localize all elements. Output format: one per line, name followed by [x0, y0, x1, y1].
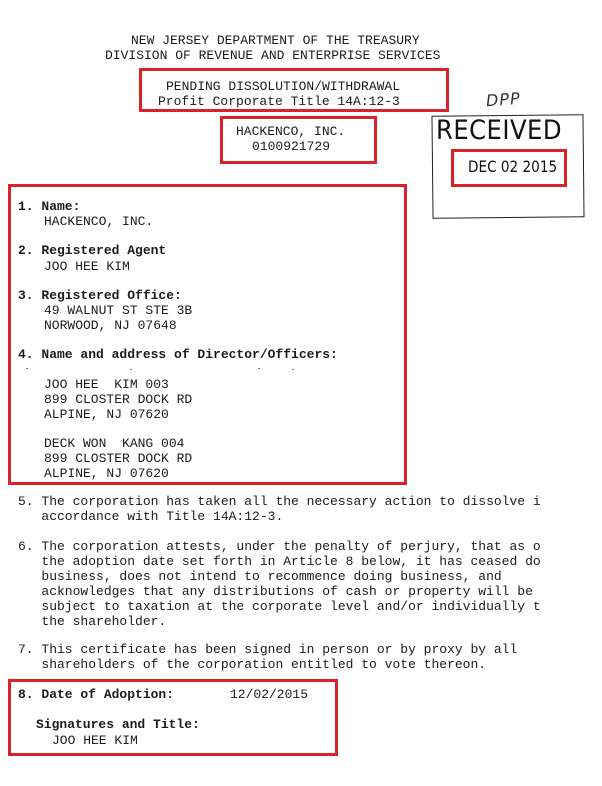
- entity-id: 0100921729: [252, 139, 331, 154]
- item-6-line-5: subject to taxation at the corporate level and/or individually t: [18, 599, 541, 614]
- item-5-line-2: accordance with Title 14A:12-3.: [18, 509, 284, 524]
- status-title: PENDING DISSOLUTION/WITHDRAWAL: [166, 79, 401, 94]
- item-8-label: 8. Date of Adoption:: [18, 687, 175, 702]
- received-stamp-date: DEC 02 2015: [468, 157, 558, 176]
- officer-2-address-line-2: ALPINE, NJ 07620: [44, 466, 169, 481]
- item-7-line-2: shareholders of the corporation entitled to vote thereon.: [18, 657, 487, 672]
- item-8-date: 12/02/2015: [230, 687, 309, 702]
- officer-1-address-line-2: ALPINE, NJ 07620: [44, 407, 169, 422]
- item-8-highlight-box: [8, 679, 338, 756]
- item-2-value: JOO HEE KIM: [44, 259, 130, 274]
- status-highlight-box: [139, 68, 449, 112]
- officer-1-name: JOO HEE KIM 003: [44, 377, 169, 392]
- header-line-1: NEW JERSEY DEPARTMENT OF THE TREASURY: [131, 33, 420, 48]
- item-3-address-line-1: 49 WALNUT ST STE 3B: [44, 303, 193, 318]
- item-1-value: HACKENCO, INC.: [44, 214, 154, 229]
- company-name-header: HACKENCO, INC.: [236, 124, 346, 139]
- item-6-line-6: the shareholder.: [18, 614, 167, 629]
- item-4-label: 4. Name and address of Director/Officers:: [18, 347, 338, 362]
- company-highlight-box: [220, 116, 377, 164]
- item-1-label: 1. Name:: [18, 199, 81, 214]
- signature-name: JOO HEE KIM: [52, 733, 138, 748]
- signatures-label: Signatures and Title:: [36, 717, 200, 732]
- item-2-label: 2. Registered Agent: [18, 243, 167, 258]
- officer-2-name: DECK WON KANG 004: [44, 436, 185, 451]
- received-stamp-text: RECEIVED: [436, 115, 563, 146]
- item-6-line-1: 6. The corporation attests, under the penalty of perjury, that as o: [18, 539, 541, 554]
- stamp-date-highlight-box: [451, 149, 567, 187]
- item-3-label: 3. Registered Office:: [18, 288, 182, 303]
- item-5-line-1: 5. The corporation has taken all the necessary action to dissolve i: [18, 494, 541, 509]
- handwritten-initials: DPP: [485, 88, 522, 111]
- header-line-2: DIVISION OF REVENUE AND ENTERPRISE SERVICES: [105, 48, 441, 63]
- officer-2-address-line-1: 899 CLOSTER DOCK RD: [44, 451, 193, 466]
- items-1-4-highlight-box: [8, 184, 407, 485]
- status-subtitle: Profit Corporate Title 14A:12-3: [158, 94, 400, 109]
- item-6-line-2: the adoption date set forth in Article 8 below, it has ceased do: [18, 554, 541, 569]
- officer-1-address-line-1: 899 CLOSTER DOCK RD: [44, 392, 193, 407]
- item-7-line-1: 7. This certificate has been signed in person or by proxy by all: [18, 642, 518, 657]
- item-3-address-line-2: NORWOOD, NJ 07648: [44, 318, 177, 333]
- item-6-line-4: acknowledges that any distributions of cash or property will be: [18, 584, 533, 599]
- item-6-line-3: business, does not intend to recommence doing business, and: [18, 569, 502, 584]
